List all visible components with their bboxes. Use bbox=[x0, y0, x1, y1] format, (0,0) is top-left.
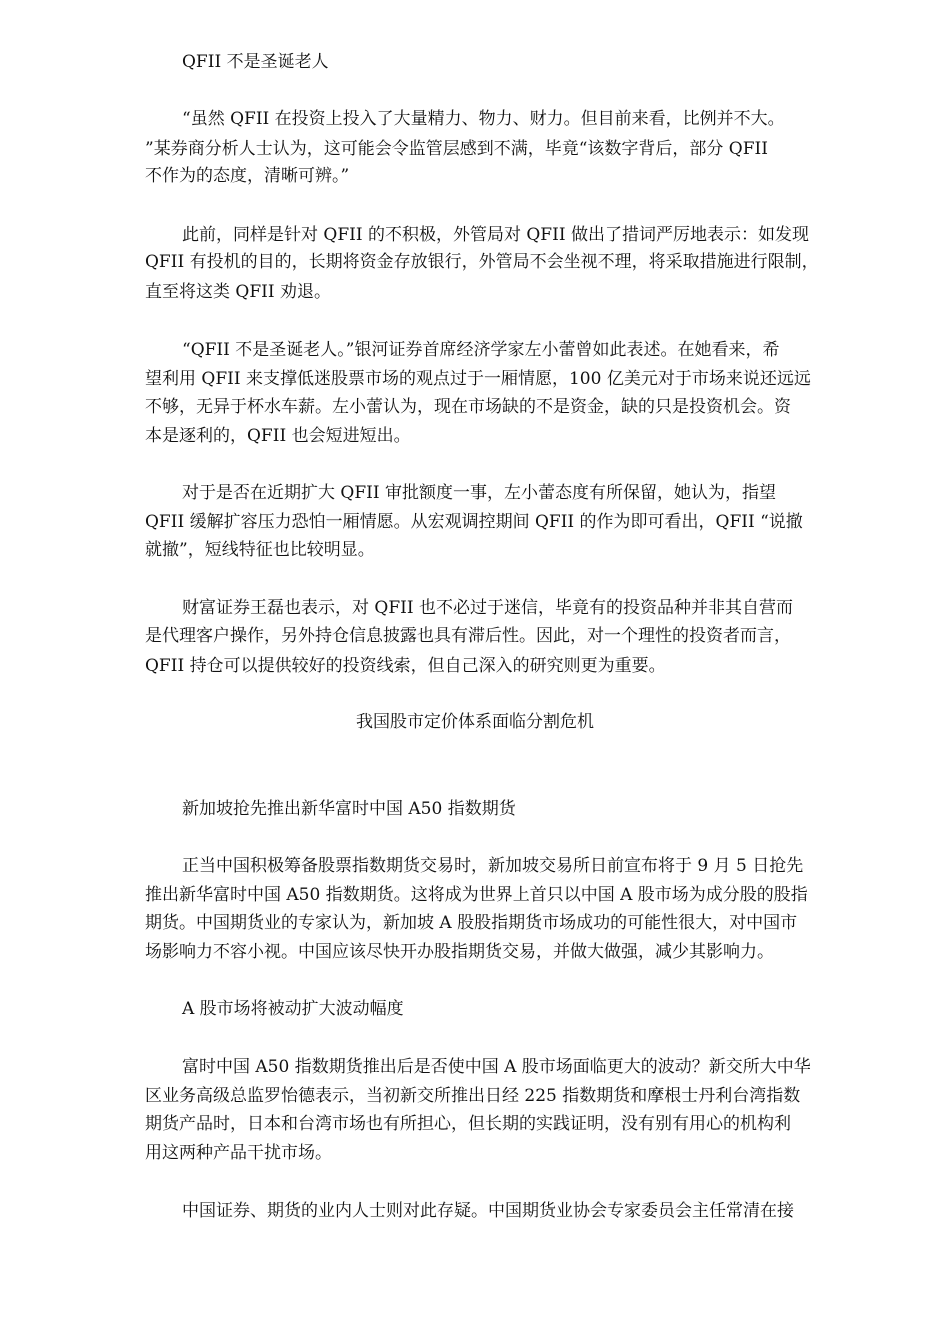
text-line: “虽然 QFII 在投资上投入了大量精力、物力、财力。但目前来看，比例并不大。 bbox=[182, 109, 785, 129]
text-line: 此前，同样是针对 QFII 的不积极，外管局对 QFII 做出了措词严厉地表示：如发现 bbox=[182, 225, 809, 245]
section-heading-qfii: QFII 不是圣诞老人 bbox=[182, 52, 329, 72]
text-line: 期货产品时，日本和台湾市场也有所担心，但长期的实践证明，没有别有用心的机构利 bbox=[145, 1114, 791, 1134]
text-line: 本是逐利的，QFII 也会短进短出。 bbox=[145, 426, 411, 446]
text-line: 期货。中国期货业的专家认为，新加坡 A 股股指期货市场成功的可能性很大，对中国市 bbox=[145, 913, 798, 933]
text-line: 用这两种产品干扰市场。 bbox=[145, 1143, 332, 1163]
text-line: “QFII 不是圣诞老人。”银河证券首席经济学家左小蕾曾如此表述。在她看来，希 bbox=[182, 340, 780, 360]
text-line: 就撤”，短线特征也比较明显。 bbox=[145, 540, 375, 560]
text-line: 是代理客户操作，另外持仓信息披露也具有滞后性。因此，对一个理性的投资者而言， bbox=[145, 626, 791, 646]
text-line: 富时中国 A50 指数期货推出后是否使中国 A 股市场面临更大的波动？新交所大中华 bbox=[182, 1057, 811, 1077]
text-line: 正当中国积极筹备股票指数期货交易时，新加坡交易所日前宣布将于 9 月 5 日抢先 bbox=[182, 856, 804, 876]
text-line: 场影响力不容小视。中国应该尽快开办股指期货交易，并做大做强，减少其影响力。 bbox=[145, 942, 774, 962]
text-line: QFII 持仓可以提供较好的投资线索，但自己深入的研究则更为重要。 bbox=[145, 656, 666, 676]
article-title: 我国股市定价体系面临分割危机 bbox=[356, 712, 594, 732]
text-line: QFII 有投机的目的，长期将资金存放银行，外管局不会坐视不理，将采取措施进行限制， bbox=[145, 252, 819, 272]
text-line: QFII 缓解扩容压力恐怕一厢情愿。从宏观调控期间 QFII 的作为即可看出，QFII “说撤 bbox=[145, 512, 803, 532]
section-heading-ashare: A 股市场将被动扩大波动幅度 bbox=[182, 999, 404, 1019]
text-line: 中国证券、期货的业内人士则对此存疑。中国期货业协会专家委员会主任常清在接 bbox=[182, 1201, 794, 1221]
text-line: 不作为的态度，清晰可辨。” bbox=[145, 166, 350, 186]
text-line: 直至将这类 QFII 劝退。 bbox=[145, 282, 331, 302]
text-line: 对于是否在近期扩大 QFII 审批额度一事，左小蕾态度有所保留，她认为，指望 bbox=[182, 483, 776, 503]
text-line: 望利用 QFII 来支撑低迷股票市场的观点过于一厢情愿，100 亿美元对于市场来说还远远 bbox=[145, 369, 811, 389]
text-line: 不够，无异于杯水车薪。左小蕾认为，现在市场缺的不是资金，缺的只是投资机会。资 bbox=[145, 397, 791, 417]
text-line: ”某券商分析人士认为，这可能会令监管层感到不满，毕竟“该数字背后，部分 QFII bbox=[145, 139, 768, 159]
text-line: 财富证券王磊也表示，对 QFII 也不必过于迷信，毕竟有的投资品种并非其自营而 bbox=[182, 598, 793, 618]
section-heading-singapore: 新加坡抢先推出新华富时中国 A50 指数期货 bbox=[182, 799, 516, 819]
text-line: 推出新华富时中国 A50 指数期货。这将成为世界上首只以中国 A 股市场为成分股的股指 bbox=[145, 885, 808, 905]
text-line: 区业务高级总监罗怡德表示，当初新交所推出日经 225 指数期货和摩根士丹利台湾指数 bbox=[145, 1086, 801, 1106]
